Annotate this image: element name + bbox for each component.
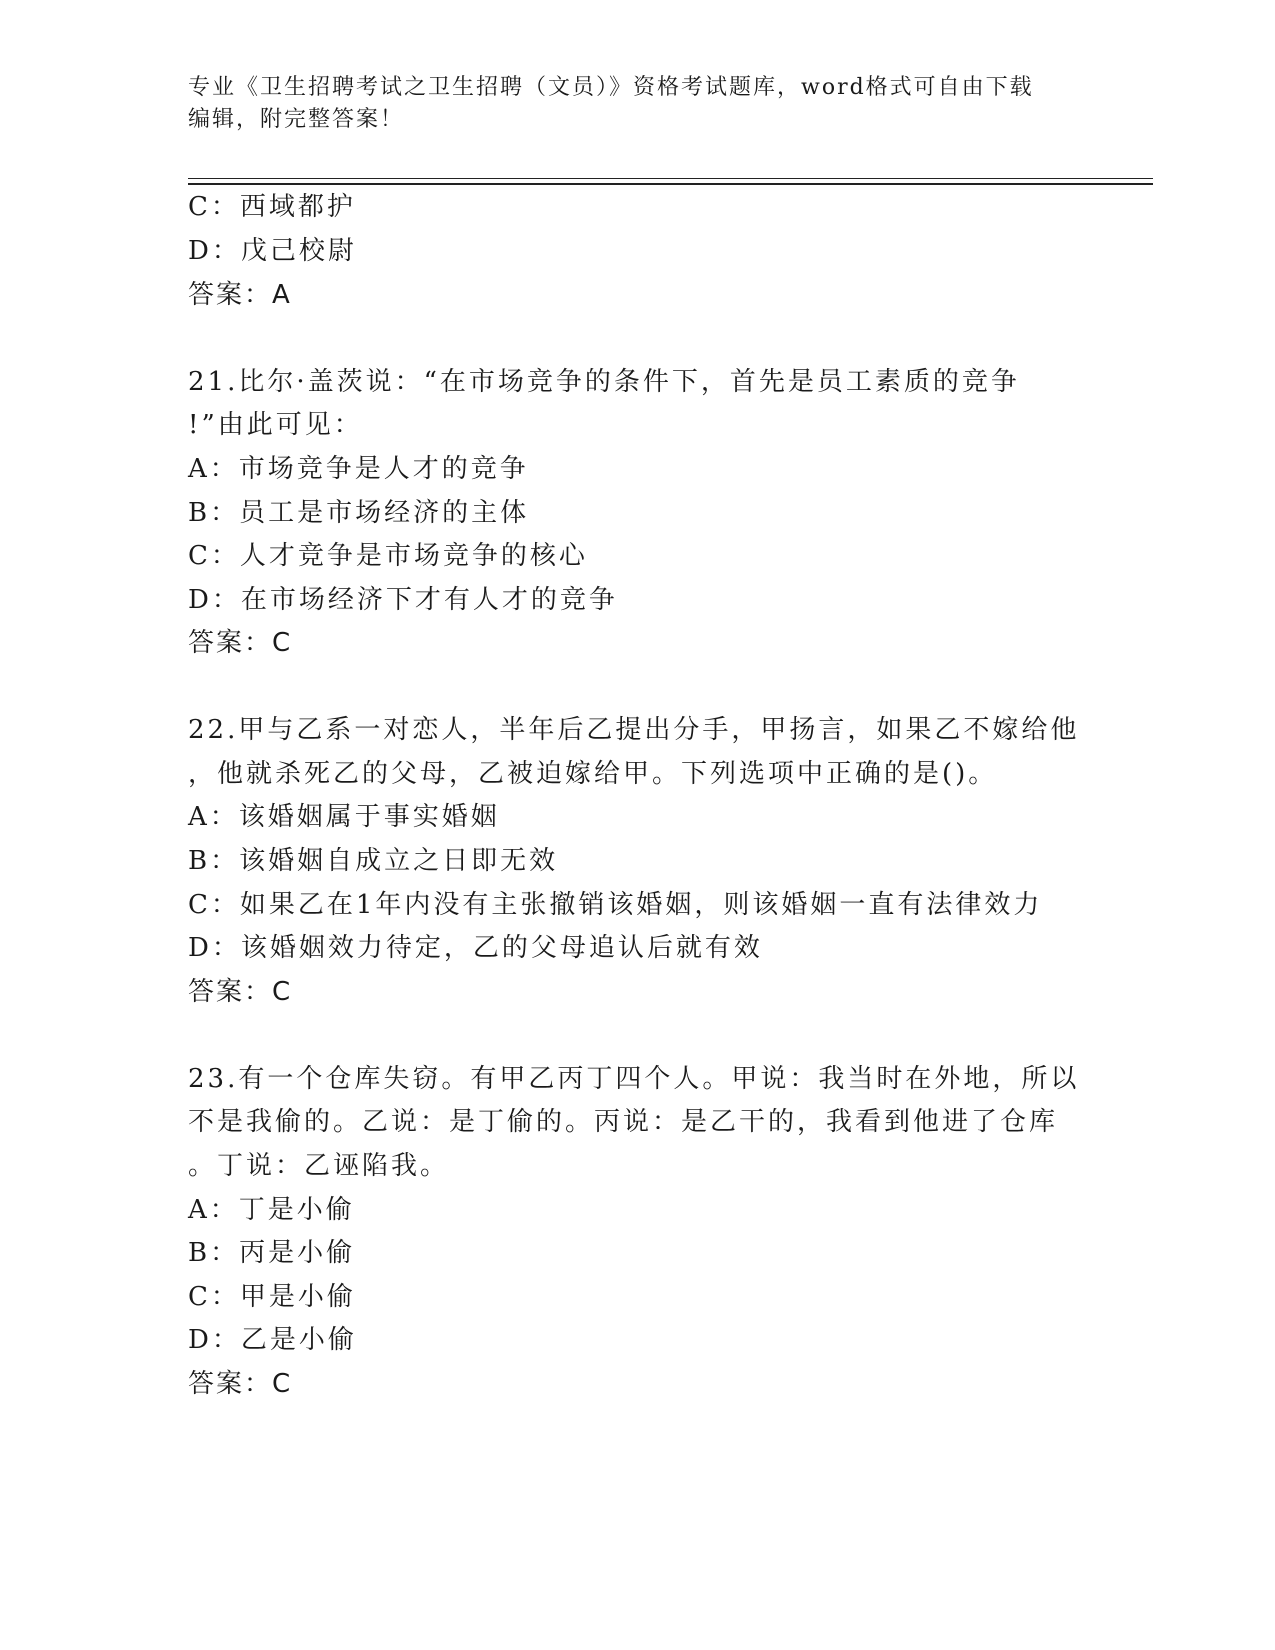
q23-option-b: B：丙是小偷 <box>188 1238 356 1268</box>
q21-answer: 答案：C <box>188 628 293 658</box>
q22-option-d: D：该婚姻效力待定，乙的父母追认后就有效 <box>188 933 763 963</box>
header-line-2: 编辑，附完整答案！ <box>188 107 405 132</box>
header-line-1: 专业《卫生招聘考试之卫生招聘（文员）》资格考试题库，word格式可自由下载 <box>188 75 1034 100</box>
prev-option-c: C：西域都护 <box>188 192 356 222</box>
q21-option-a: A：市场竞争是人才的竞争 <box>188 454 529 484</box>
q21-option-b: B：员工是市场经济的主体 <box>188 498 530 528</box>
q23-answer: 答案：C <box>188 1369 293 1399</box>
q23-stem-line-3: 。丁说：乙诬陷我。 <box>188 1151 450 1181</box>
q23-stem-line-1: 23.有一个仓库失窃。有甲乙丙丁四个人。甲说：我当时在外地，所以 <box>188 1064 1080 1094</box>
q22-answer: 答案：C <box>188 977 293 1007</box>
q23-option-a: A：丁是小偷 <box>188 1195 355 1225</box>
q21-stem-line-2: !”由此可见： <box>188 410 363 440</box>
header-divider-thick <box>188 183 1153 185</box>
prev-option-d: D：戊己校尉 <box>188 236 357 266</box>
q22-stem-line-1: 22.甲与乙系一对恋人，半年后乙提出分手，甲扬言，如果乙不嫁给他 <box>188 715 1080 745</box>
q21-option-c: C：人才竞争是市场竞争的核心 <box>188 541 588 571</box>
q22-option-b: B：该婚姻自成立之日即无效 <box>188 846 559 876</box>
q22-option-c: C：如果乙在1年内没有主张撤销该婚姻，则该婚姻一直有法律效力 <box>188 890 1043 920</box>
q23-stem-line-2: 不是我偷的。乙说：是丁偷的。丙说：是乙干的，我看到他进了仓库 <box>188 1107 1059 1137</box>
page-header <box>188 72 1088 136</box>
q23-option-d: D：乙是小偷 <box>188 1325 357 1355</box>
q22-stem-line-2: ，他就杀死乙的父母，乙被迫嫁给甲。下列选项中正确的是()。 <box>188 759 998 789</box>
q21-stem-line-1: 21.比尔·盖茨说：“在市场竞争的条件下，首先是员工素质的竞争 <box>188 367 1020 397</box>
prev-answer: 答案：A <box>188 280 292 310</box>
header-divider-thin <box>188 178 1153 179</box>
q21-option-d: D：在市场经济下才有人才的竞争 <box>188 585 618 615</box>
q22-option-a: A：该婚姻属于事实婚姻 <box>188 802 500 832</box>
q23-option-c: C：甲是小偷 <box>188 1282 356 1312</box>
